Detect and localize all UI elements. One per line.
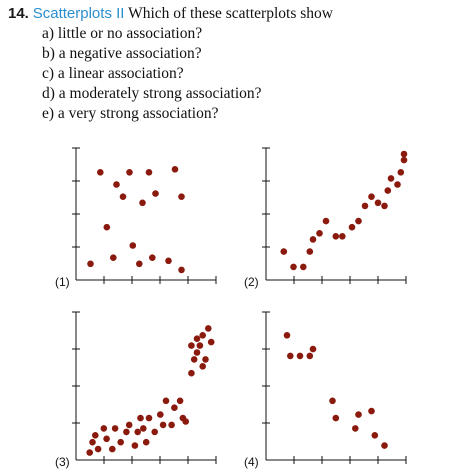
plot-1-point <box>149 254 156 261</box>
plot-3-label: (3) <box>55 455 70 469</box>
option-d: d) a moderately strong association? <box>42 85 262 102</box>
plot-2-point <box>362 203 369 210</box>
plot-4-point <box>329 398 336 405</box>
plot-2-point <box>355 218 362 225</box>
plot-3-point <box>89 439 96 446</box>
plot-3-point <box>123 429 130 436</box>
plot-3-point <box>171 404 178 411</box>
plot-2-point <box>333 233 340 240</box>
plot-3-point <box>197 342 204 349</box>
plot-2-point <box>323 218 330 225</box>
plot-3-point <box>202 356 209 363</box>
plot-2-point <box>385 187 392 194</box>
plot-4-point <box>297 353 304 360</box>
plot-4-point <box>287 353 294 360</box>
plot-3-point <box>146 415 153 422</box>
plot-4-label: (4) <box>244 455 259 469</box>
plot-3-point <box>132 442 139 449</box>
plot-3-point <box>205 325 212 332</box>
plot-4-point <box>284 332 291 339</box>
plot-1-point <box>136 261 143 268</box>
plot-1-point <box>104 224 111 231</box>
plot-2-point <box>388 175 395 182</box>
plot-2-point <box>401 157 408 164</box>
plot-1-point <box>172 166 179 173</box>
plot-3-point <box>143 439 150 446</box>
option-a: a) little or no association? <box>42 25 203 42</box>
plot-2-label: (2) <box>244 275 259 289</box>
plot-3-point <box>137 415 144 422</box>
plot-1-point <box>178 267 185 274</box>
plot-4-point <box>368 408 375 415</box>
question-title: Scatterplots II <box>32 5 125 22</box>
plot-4-point <box>333 415 340 422</box>
plot-2-point <box>375 200 382 207</box>
question-number: 14. <box>8 5 29 22</box>
plot-2-point <box>310 236 317 243</box>
plot-3-point <box>188 370 195 377</box>
plot-2-point <box>307 248 314 255</box>
plot-3-point <box>194 349 201 356</box>
plot-1-point <box>120 193 127 200</box>
question-prompt: Which of these scatterplots show <box>128 5 333 22</box>
plot-3-point <box>177 398 184 405</box>
plot-3-point <box>101 425 108 432</box>
plot-3-point <box>188 342 195 349</box>
plot-3-point <box>163 398 170 405</box>
plot-4-point <box>355 411 362 418</box>
plot-2-point <box>349 224 356 231</box>
option-e: e) a very strong association? <box>42 105 219 122</box>
plot-1-point <box>126 169 133 176</box>
plot-3-point <box>126 422 133 429</box>
plot-3-point <box>103 436 110 443</box>
plot-4-point <box>352 425 359 432</box>
plot-3-point <box>168 422 175 429</box>
plot-1-point <box>87 261 94 268</box>
plot-2-point <box>339 233 346 240</box>
plot-4-point <box>307 353 314 360</box>
option-c: c) a linear association? <box>42 65 184 82</box>
plot-1-point <box>139 200 146 207</box>
plot-4-point <box>372 432 379 439</box>
plot-3-point <box>109 446 116 453</box>
plot-2-point <box>368 193 375 200</box>
plot-4-point <box>310 346 317 353</box>
plot-1-point <box>178 193 185 200</box>
plot-3-point <box>199 332 206 339</box>
plot-1-point <box>152 190 159 197</box>
plot-3-point <box>140 425 147 432</box>
plot-1-point <box>113 181 120 188</box>
plot-2-point <box>394 181 401 188</box>
plot-3-point <box>86 449 93 456</box>
plot-1-label: (1) <box>55 275 70 289</box>
plot-3-point <box>194 335 201 342</box>
plot-2-point <box>398 169 405 176</box>
plot-3-point <box>151 429 158 436</box>
plot-2-point <box>281 248 288 255</box>
plot-3-point <box>182 418 189 425</box>
plot-1-point <box>165 258 172 265</box>
plot-3-point <box>157 411 164 418</box>
plot-1-point <box>110 254 117 261</box>
plot-2-point <box>401 151 408 158</box>
plot-3-point <box>160 422 167 429</box>
plot-2-point <box>300 264 307 271</box>
plot-3-point <box>117 439 124 446</box>
plot-3-point <box>95 446 102 453</box>
plot-4-point <box>381 442 388 449</box>
plot-3-point <box>199 363 206 370</box>
plot-1-point <box>130 242 137 249</box>
plot-1-point <box>97 169 104 176</box>
plot-3-point <box>92 432 99 439</box>
plot-2-point <box>381 203 388 210</box>
option-b: b) a negative association? <box>42 45 202 62</box>
plot-3-point <box>112 425 119 432</box>
plot-3-point <box>134 429 141 436</box>
plot-3-point <box>191 356 198 363</box>
plot-1-point <box>146 169 153 176</box>
plot-2-point <box>316 230 323 237</box>
plot-2-point <box>290 264 297 271</box>
plot-3-point <box>208 339 215 346</box>
